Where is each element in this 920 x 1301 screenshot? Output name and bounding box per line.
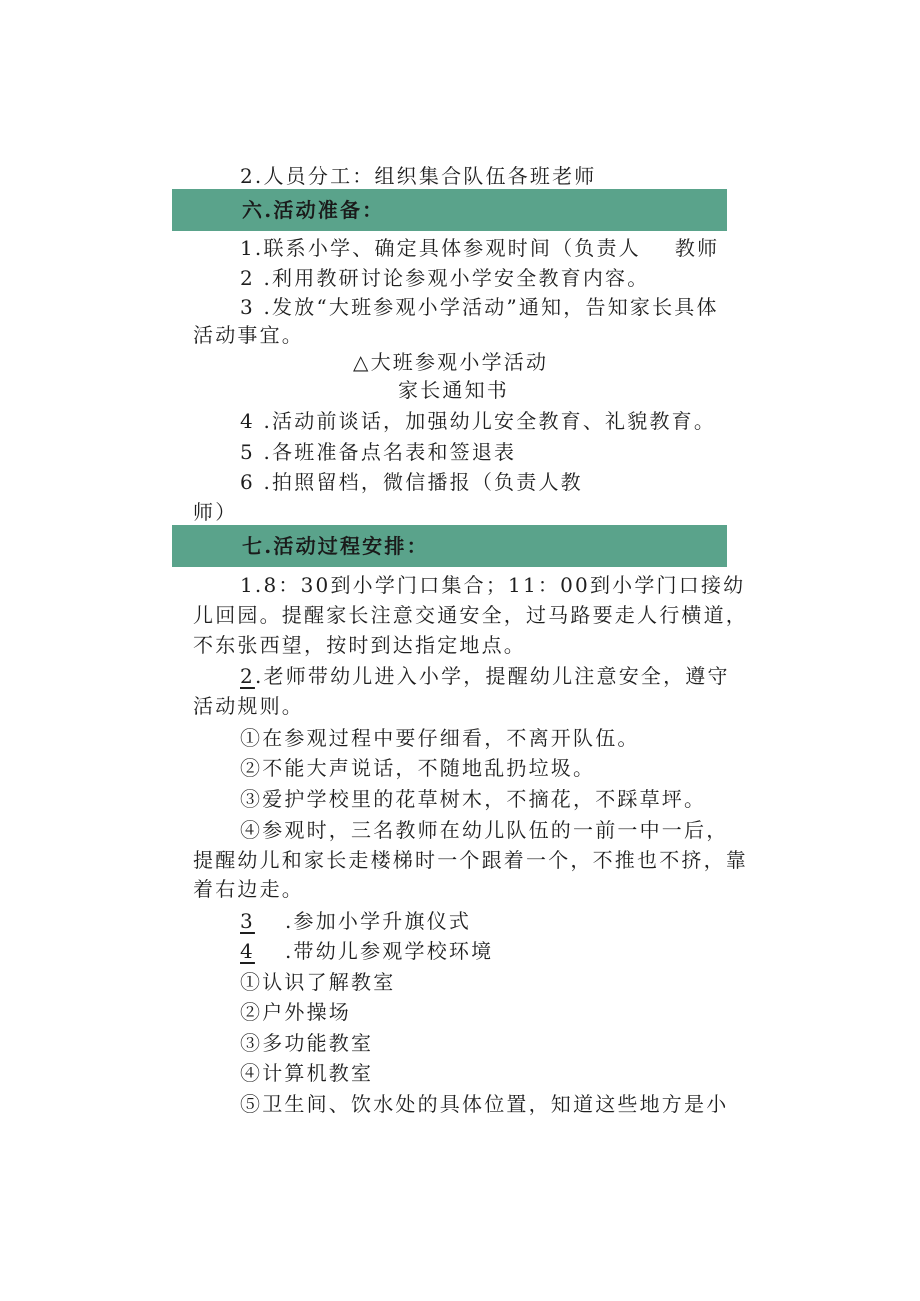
section-7-heading: 七.活动过程安排：	[242, 534, 429, 558]
place-1: ①认识了解教室	[240, 970, 396, 994]
process-item-4-number: 4	[240, 939, 255, 963]
rule-3: ③爱护学校里的花草树木，不摘花，不踩草坪。	[240, 787, 707, 811]
process-item-4	[240, 936, 493, 966]
prep-item-5: 5 .各班准备点名表和签退表	[240, 440, 517, 464]
notice-subtitle: 家长通知书	[398, 378, 509, 402]
process-item-3	[240, 906, 471, 936]
place-4: ④计算机教室	[240, 1061, 374, 1085]
section-6-header	[172, 189, 727, 231]
process-item-4-text: .带幼儿参观学校环境	[284, 939, 494, 963]
process-item-2-cont: 活动规则。	[193, 694, 304, 718]
process-item-2-text: .老师带幼儿进入小学，提醒幼儿注意安全，遵守	[254, 664, 730, 688]
prep-item-6-cont: 师）	[193, 500, 238, 524]
place-3: ③多功能教室	[240, 1031, 374, 1055]
process-item-2	[240, 661, 730, 691]
rule-4: ④参观时，三名教师在幼儿队伍的一前一中一后，	[240, 818, 729, 842]
section-7-header	[172, 525, 727, 567]
process-item-3-text: .参加小学升旗仪式	[284, 909, 472, 933]
staffing-line: 2.人员分工：组织集合队伍各班老师	[240, 164, 597, 188]
place-5: ⑤卫生间、饮水处的具体位置，知道这些地方是小	[240, 1092, 729, 1116]
prep-item-6: 6 .拍照留档，微信播报（负责人教	[240, 470, 583, 494]
prep-item-3: 3 .发放“大班参观小学活动”通知，告知家长具体	[240, 295, 719, 319]
notice-title: △大班参观小学活动	[353, 350, 549, 374]
rule-1: ①在参观过程中要仔细看，不离开队伍。	[240, 726, 640, 750]
place-2: ②户外操场	[240, 1000, 351, 1024]
prep-item-1	[240, 233, 719, 263]
prep-item-3-cont: 活动事宜。	[193, 323, 304, 347]
section-6-heading: 六.活动准备：	[242, 198, 385, 222]
rule-2: ②不能大声说话，不随地乱扔垃圾。	[240, 756, 596, 780]
process-item-1-line-3: 不东张西望，按时到达指定地点。	[193, 633, 526, 657]
prep-item-4: 4 .活动前谈话，加强幼儿安全教育、礼貌教育。	[240, 409, 717, 433]
process-item-1: 1.8：30到小学门口集合；11：00到小学门口接幼	[240, 573, 746, 597]
rule-4-line-3: 着右边走。	[193, 877, 304, 901]
rule-4-line-2: 提醒幼儿和家长走楼梯时一个跟着一个，不推也不挤，靠	[193, 848, 748, 872]
prep-item-1-tail: 教师	[674, 236, 720, 260]
process-item-2-number: 2	[240, 664, 255, 688]
process-item-1-line-2: 儿回园。提醒家长注意交通安全，过马路要走人行横道，	[193, 603, 748, 627]
prep-item-1-text: 1.联系小学、确定具体参观时间（负责人	[240, 236, 641, 260]
process-item-3-number: 3	[240, 909, 255, 933]
prep-item-2: 2 .利用教研讨论参观小学安全教育内容。	[240, 266, 650, 290]
